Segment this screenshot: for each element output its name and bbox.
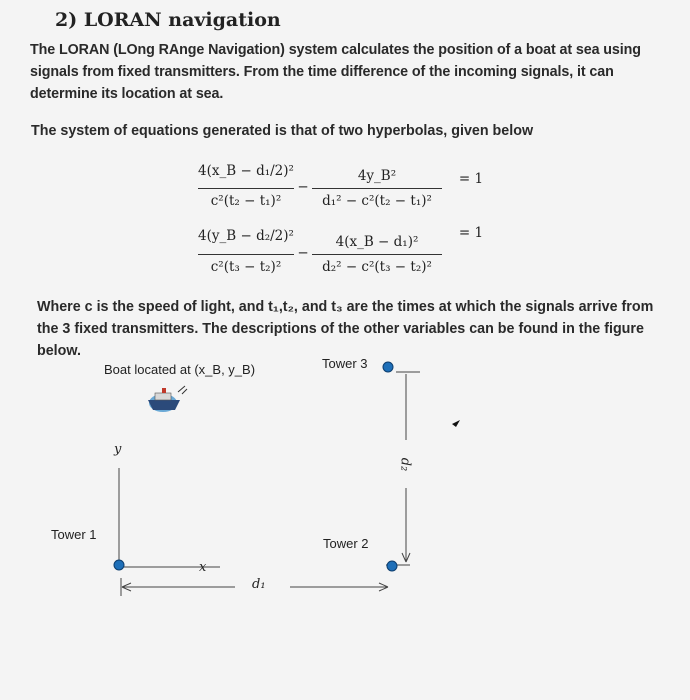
eq1-numerator-2: 4y_B²	[357, 168, 397, 184]
boat-label: Boat located at (x_B, y_B)	[104, 362, 256, 377]
d2-label: d₂	[397, 457, 413, 472]
variables-description: Where c is the speed of light, and t₁,t₂, and t₃ are the times at which the signals arrive from the 3 fixed transmitters. The descriptions of the other variables can be found in the figure below.	[37, 299, 654, 359]
eq1-minus: −	[297, 179, 309, 195]
tower3-marker	[383, 362, 393, 372]
y-axis-label: y	[114, 442, 122, 457]
eq1-denominator-2: d₁² − c²(t₂ − t₁)²	[322, 193, 432, 209]
boat-icon	[148, 386, 187, 412]
eq2-minus: −	[297, 245, 309, 261]
tower3-label: Tower 3	[322, 356, 368, 371]
eq1-denominator-1: c²(t₂ − t₁)²	[210, 193, 282, 209]
tower2-label: Tower 2	[323, 536, 369, 551]
system-description: The system of equations generated is that of two hyperbolas, given below	[31, 123, 534, 139]
eq2-rhs: = 1	[458, 225, 484, 241]
eq1-rhs: = 1	[458, 171, 484, 187]
heading: 2) LORAN navigation	[55, 9, 281, 31]
x-axis-label: x	[199, 560, 207, 575]
eq2-denominator-1: c²(t₃ − t₂)²	[210, 259, 282, 275]
tower1-marker	[114, 560, 124, 570]
eq2-denominator-2: d₂² − c²(t₃ − t₂)²	[322, 259, 432, 275]
tower2-marker	[387, 561, 397, 571]
eq1-numerator-1: 4(x_B − d₁/2)²	[198, 163, 294, 179]
d1-label: d₁	[252, 577, 266, 592]
tower1-label: Tower 1	[51, 527, 97, 542]
eq2-numerator-2: 4(x_B − d₁)²	[335, 234, 419, 250]
intro-paragraph: The LORAN (LOng RAnge Navigation) system calculates the position of a boat at sea using signals from fixed transmitters. From the time difference of the incoming signals, it can determine its location at sea.	[30, 42, 641, 102]
eq2-numerator-1: 4(y_B − d₂/2)²	[198, 228, 294, 244]
cursor-icon	[452, 420, 460, 427]
